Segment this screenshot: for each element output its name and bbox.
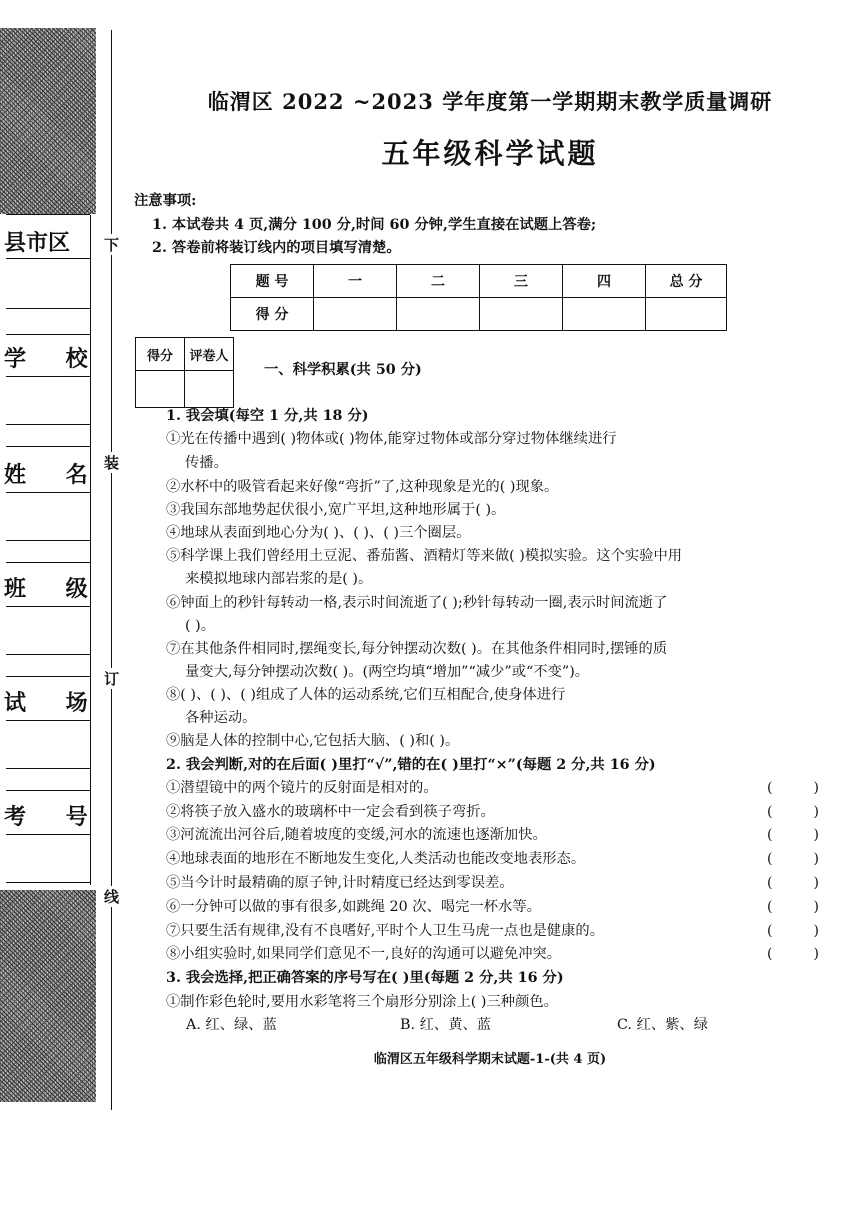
score-table-cell: 得 分: [231, 298, 314, 331]
grader-score-label: 得分: [136, 338, 185, 371]
grader-score-cell[interactable]: [136, 371, 185, 408]
binding-mark-zhuang: 装: [104, 454, 120, 472]
notes-item: 2. 答卷前将装订线内的项目填写清楚。: [152, 240, 401, 256]
field-line: [6, 676, 90, 677]
section-title: 一、科学积累(共 50 分): [264, 362, 422, 378]
field-class: 班 级: [4, 577, 104, 602]
q2-item: ⑦只要生活有规律,没有不良嗜好,平时个人卫生马虎一点也是健康的。: [166, 923, 604, 939]
exam-subtitle: 五年级科学试题: [381, 137, 599, 170]
q1-line: ②水杯中的吸管看起来好像“弯折”了,这种现象是光的( )现象。: [166, 479, 559, 495]
binding-mark-ding: 订: [104, 670, 120, 688]
q2-item: ④地球表面的地形在不断地发生变化,人类活动也能改变地表形态。: [166, 851, 586, 867]
binding-noise-top: [0, 28, 96, 214]
field-exam-room: 试 场: [4, 691, 104, 716]
q1-line: ⑤科学课上我们曾经用土豆泥、番茄酱、酒精灯等来做( )模拟实验。这个实验中用: [166, 548, 683, 564]
answer-paren[interactable]: ( ): [767, 875, 819, 891]
binding-noise-bottom: [0, 890, 96, 1102]
answer-paren[interactable]: ( ): [767, 899, 819, 915]
q1-heading: 1. 我会填(每空 1 分,共 18 分): [166, 408, 369, 424]
q1-line: ⑨脑是人体的控制中心,它包括大脑、( )和( )。: [166, 733, 460, 749]
score-input-cell[interactable]: [480, 298, 563, 331]
q2-item: ⑤当今计时最精确的原子钟,计时精度已经达到零误差。: [166, 875, 514, 891]
binding-mark-xia: 下: [104, 236, 120, 254]
answer-paren[interactable]: ( ): [767, 804, 819, 820]
field-exam-number: 考 号: [4, 805, 104, 830]
field-line: [6, 334, 90, 335]
page-footer: 临渭区五年级科学期末试题-1-(共 4 页): [373, 1052, 607, 1067]
field-line: [6, 562, 90, 563]
answer-paren[interactable]: ( ): [767, 851, 819, 867]
score-table-cell: 二: [397, 265, 480, 298]
q2-item: ①潜望镜中的两个镜片的反射面是相对的。: [166, 780, 438, 796]
field-line: [6, 834, 90, 835]
answer-paren[interactable]: ( ): [767, 780, 819, 796]
score-table-header-row: [231, 265, 727, 298]
q1-line: 各种运动。: [185, 710, 257, 726]
q1-line: ⑦在其他条件相同时,摆绳变长,每分钟摆动次数( )。在其他条件相同时,摆锤的质: [166, 641, 668, 657]
q1-line: 来模拟地球内部岩浆的是( )。: [185, 571, 373, 587]
score-input-cell[interactable]: [397, 298, 480, 331]
q1-line: ⑥钟面上的秒针每转动一格,表示时间流逝了( );秒针每转动一圈,表示时间流逝了: [166, 595, 668, 611]
grader-box: [135, 337, 234, 408]
q1-line: ⑧( )、( )、( )组成了人体的运动系统,它们互相配合,使身体进行: [166, 687, 566, 703]
answer-paren[interactable]: ( ): [767, 946, 819, 962]
score-table-score-row: [231, 298, 727, 331]
q2-item: ⑥一分钟可以做的事有很多,如跳绳 20 次、喝完一杯水等。: [166, 899, 541, 915]
exam-title: 临渭区 2022 ~2023 学年度第一学期期末教学质量调研: [207, 89, 773, 114]
field-line: [6, 720, 90, 721]
score-table-cell: 一: [314, 265, 397, 298]
q1-line: ④地球从表面到地心分为( )、( )、( )三个圈层。: [166, 525, 471, 541]
binding-vline: [90, 215, 91, 885]
q3-option-b: B. 红、黄、蓝: [400, 1017, 492, 1033]
score-table-cell: 三: [480, 265, 563, 298]
notes-heading: 注意事项:: [134, 193, 197, 209]
q3-option-c: C. 红、紫、绿: [617, 1017, 709, 1033]
field-school: 学 校: [4, 347, 104, 372]
field-line: [6, 214, 90, 215]
q1-line: ①光在传播中遇到( )物体或( )物体,能穿过物体或部分穿过物体继续进行: [166, 431, 617, 447]
answer-paren[interactable]: ( ): [767, 827, 819, 843]
q1-line: ( )。: [185, 618, 215, 634]
q1-line: ③我国东部地势起伏很小,宽广平坦,这种地形属于( )。: [166, 502, 506, 518]
q3-option-a: A. 红、绿、蓝: [186, 1017, 277, 1033]
score-table-cell: 总 分: [646, 265, 727, 298]
score-input-cell[interactable]: [563, 298, 646, 331]
field-line: [6, 790, 90, 791]
q3-item: ①制作彩色轮时,要用水彩笔将三个扇形分别涂上( )三种颜色。: [166, 994, 558, 1010]
answer-paren[interactable]: ( ): [767, 923, 819, 939]
field-line: [6, 446, 90, 447]
field-line: [6, 768, 90, 769]
q2-item: ②将筷子放入盛水的玻璃杯中一定会看到筷子弯折。: [166, 804, 495, 820]
binding-mark-xian: 线: [104, 888, 120, 906]
field-line: [6, 376, 90, 377]
score-table: [230, 264, 727, 331]
field-county: 县市区: [4, 231, 71, 256]
score-input-cell[interactable]: [646, 298, 727, 331]
field-line: [6, 606, 90, 607]
field-line: [6, 424, 90, 425]
q1-line: 传播。: [185, 455, 228, 471]
score-input-cell[interactable]: [314, 298, 397, 331]
field-line: [6, 258, 90, 259]
grader-name-cell[interactable]: [185, 371, 234, 408]
q2-item: ⑧小组实验时,如果同学们意见不一,良好的沟通可以避免冲突。: [166, 946, 562, 962]
field-line: [6, 308, 90, 309]
score-table-cell: 题 号: [231, 265, 314, 298]
q2-item: ③河流流出河谷后,随着坡度的变缓,河水的流速也逐渐加快。: [166, 827, 547, 843]
binding-line: [111, 30, 112, 1110]
q1-line: 量变大,每分钟摆动次数( )。(两空均填“增加”“减少”或“不变”)。: [185, 664, 590, 680]
field-line: [6, 492, 90, 493]
field-line: [6, 882, 90, 883]
grader-name-label: 评卷人: [185, 338, 234, 371]
score-table-cell: 四: [563, 265, 646, 298]
q3-heading: 3. 我会选择,把正确答案的序号写在( )里(每题 2 分,共 16 分): [166, 970, 564, 986]
field-line: [6, 540, 90, 541]
q2-heading: 2. 我会判断,对的在后面( )里打“√”,错的在( )里打“×”(每题 2 分,共 16 分): [166, 757, 656, 773]
field-name: 姓 名: [4, 463, 104, 488]
notes-item: 1. 本试卷共 4 页,满分 100 分,时间 60 分钟,学生直接在试题上答卷;: [152, 217, 597, 233]
field-line: [6, 654, 90, 655]
